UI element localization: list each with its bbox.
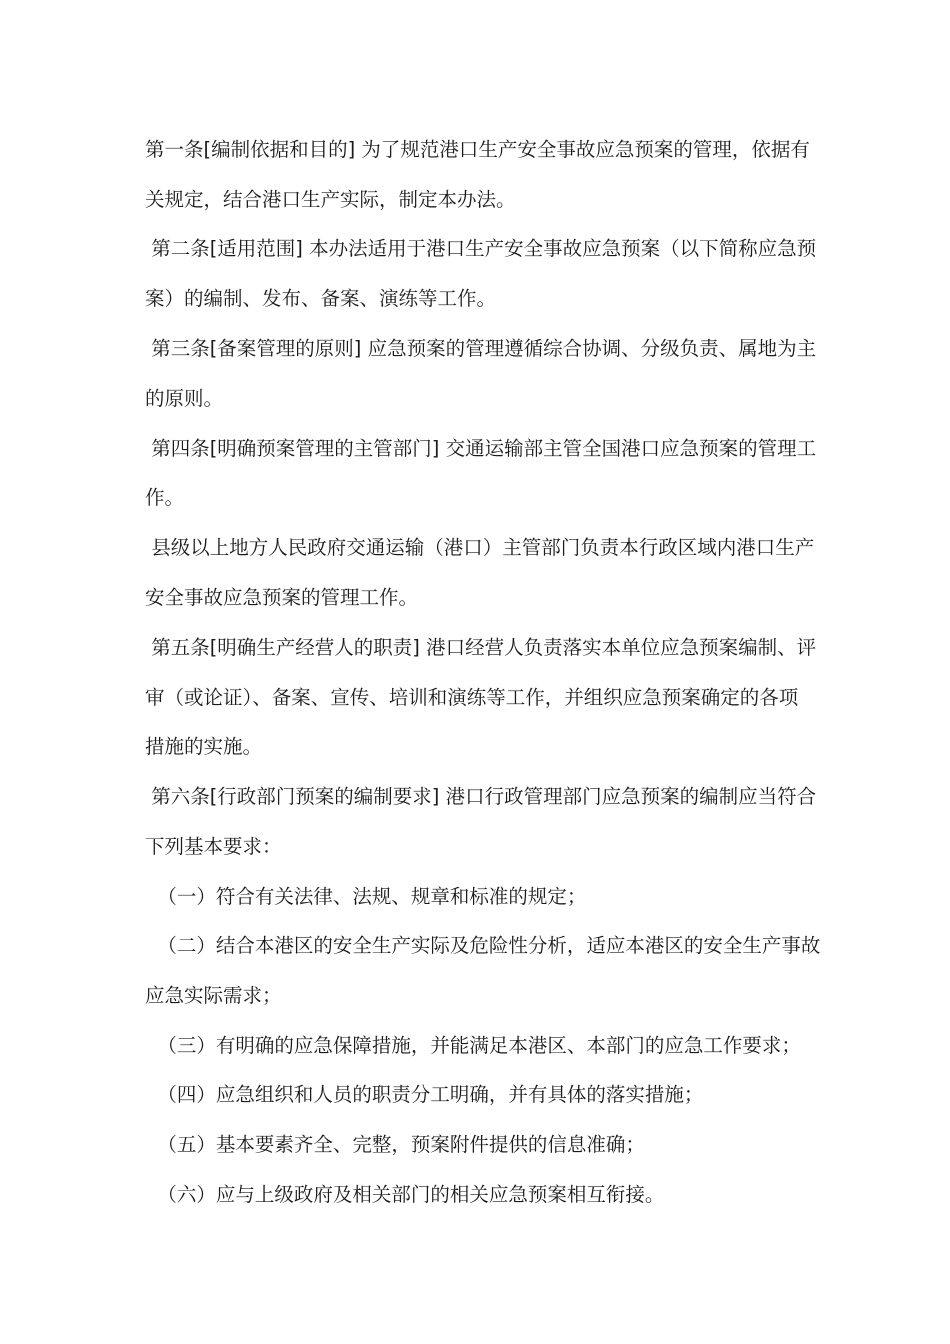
text-line: （三）有明确的应急保障措施，并能满足本港区、本部门的应急工作要求； [145, 1034, 801, 1057]
text-line: （二）结合本港区的安全生产实际及危险性分析，适应本港区的安全生产事故 [145, 934, 821, 957]
text-line: 作。 [145, 486, 185, 509]
text-line: 第四条[明确预案管理的主管部门] 交通运输部主管全国港口应急预案的管理工 [145, 437, 817, 460]
text-line: 应急实际需求； [145, 984, 282, 1007]
text-line: 第五条[明确生产经营人的职责] 港口经营人负责落实本单位应急预案编制、评 [145, 636, 817, 659]
text-line: 下列基本要求： [145, 835, 282, 858]
text-line: 第一条[编制依据和目的] 为了规范港口生产安全事故应急预案的管理，依据有 [145, 138, 810, 161]
text-line: （一）符合有关法律、法规、规章和标准的规定； [145, 885, 587, 908]
text-line: 的原则。 [145, 387, 224, 410]
text-line: 安全事故应急预案的管理工作。 [145, 586, 419, 609]
text-line: 措施的实施。 [145, 735, 263, 758]
text-line: （四）应急组织和人员的职责分工明确，并有具体的落实措施； [145, 1083, 704, 1106]
text-line: 县级以上地方人民政府交通运输（港口）主管部门负责本行政区域内港口生产 [145, 536, 815, 559]
text-line: 第二条[适用范围] 本办法适用于港口生产安全事故应急预案（以下简称应急预 [145, 237, 817, 260]
text-line: 第三条[备案管理的原则] 应急预案的管理遵循综合协调、分级负责、属地为主 [145, 337, 817, 360]
text-line: 第六条[行政部门预案的编制要求] 港口行政管理部门应急预案的编制应当符合 [145, 785, 817, 808]
text-line: （六）应与上级政府及相关部门的相关应急预案相互衔接。 [145, 1183, 665, 1206]
text-line: 审（或论证）、备案、宣传、培训和演练等工作，并组织应急预案确定的各项 [145, 686, 799, 709]
text-line: 关规定，结合港口生产实际，制定本办法。 [145, 188, 516, 211]
text-line: （五）基本要素齐全、完整，预案附件提供的信息准确； [145, 1133, 645, 1156]
text-line: 案）的编制、发布、备案、演练等工作。 [145, 287, 497, 310]
